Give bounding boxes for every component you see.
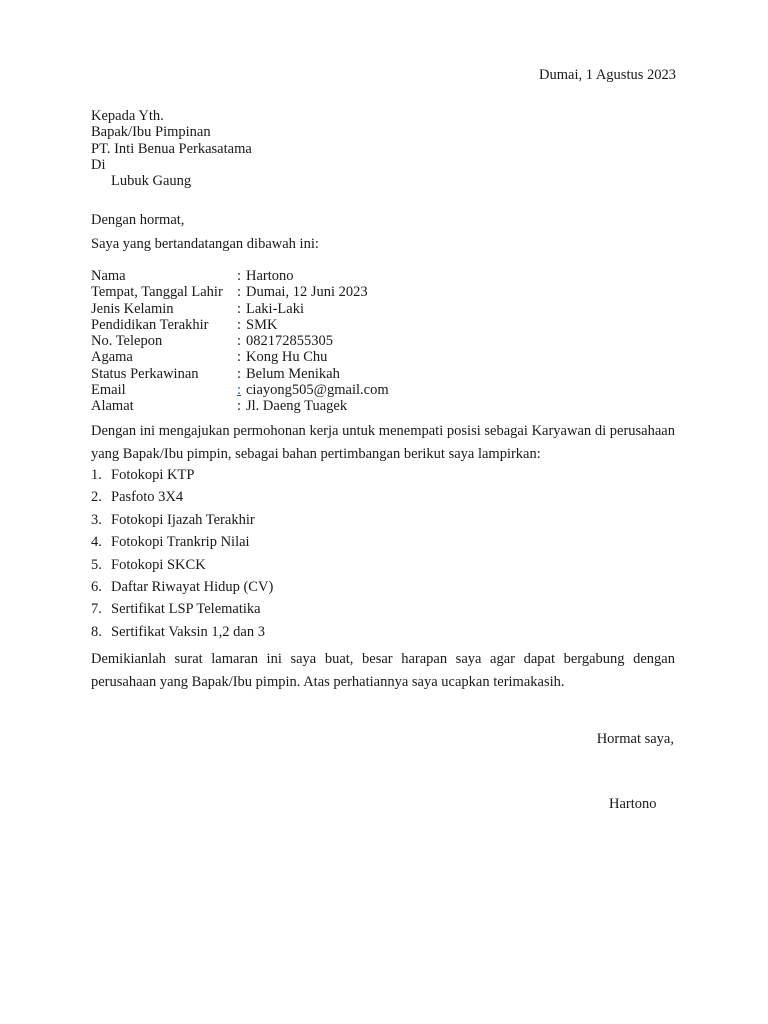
recipient-line: Bapak/Ibu Pimpinan xyxy=(91,124,211,141)
field-separator: : xyxy=(237,284,242,301)
field-religion xyxy=(91,349,389,365)
field-label: No. Telepon xyxy=(91,333,163,350)
list-number: 3. xyxy=(91,511,102,528)
list-item xyxy=(91,621,273,643)
field-name xyxy=(91,268,389,284)
greeting: Dengan hormat, xyxy=(91,212,185,228)
field-value: Kong Hu Chu xyxy=(246,349,328,366)
field-value: Jl. Daeng Tuagek xyxy=(246,398,348,415)
recipient-company: PT. Inti Benua Perkasatama xyxy=(91,140,252,157)
list-item xyxy=(91,576,273,598)
list-text: Daftar Riwayat Hidup (CV) xyxy=(111,578,274,595)
list-text: Fotokopi Trankrip Nilai xyxy=(111,534,250,551)
attachment-list xyxy=(91,464,273,643)
list-number: 8. xyxy=(91,623,102,640)
list-number: 7. xyxy=(91,601,102,618)
field-label: Pendidikan Terakhir xyxy=(91,316,209,333)
field-marital-status xyxy=(91,366,389,382)
signer-name: Hartono xyxy=(609,796,657,812)
list-text: Fotokopi SKCK xyxy=(111,556,206,573)
field-birth xyxy=(91,284,389,300)
field-label: Status Perkawinan xyxy=(91,365,199,382)
list-text: Fotokopi KTP xyxy=(111,467,195,483)
list-item xyxy=(91,598,273,620)
field-value: Belum Menikah xyxy=(246,365,340,382)
field-separator-link[interactable]: : xyxy=(237,382,242,399)
field-value: SMK xyxy=(246,316,278,333)
field-separator: : xyxy=(237,268,242,284)
list-text: Sertifikat LSP Telematika xyxy=(111,601,261,618)
list-text: Pasfoto 3X4 xyxy=(111,489,184,506)
intro-line: Saya yang bertandatangan dibawah ini: xyxy=(91,236,319,252)
list-item xyxy=(91,531,273,553)
field-phone xyxy=(91,333,389,349)
field-value: Hartono xyxy=(246,268,294,284)
application-paragraph: Dengan ini mengajukan permohonan kerja untuk menempati posisi sebagai Karyawan di perusahaan yang Bapak/Ibu pimpin, sebagai bahan pertimbangan berikut saya lampirkan: xyxy=(91,423,675,462)
field-label: Jenis Kelamin xyxy=(91,300,174,317)
field-label: Alamat xyxy=(91,398,134,415)
list-item xyxy=(91,509,273,531)
list-number: 4. xyxy=(91,534,102,551)
field-address xyxy=(91,398,389,414)
field-separator: : xyxy=(237,398,242,415)
field-email xyxy=(91,382,389,398)
field-label: Agama xyxy=(91,349,133,366)
closing-paragraph: Demikianlah surat lamaran ini saya buat, besar harapan saya agar dapat bergabung dengan perusahaan yang Bapak/Ibu pimpin. Atas perhatiannya saya ucapkan terimakasih. xyxy=(91,651,675,690)
field-separator: : xyxy=(237,300,242,317)
field-value: ciayong505@gmail.com xyxy=(246,382,389,399)
applicant-details xyxy=(91,268,389,415)
field-separator: : xyxy=(237,333,242,350)
field-value: Laki-Laki xyxy=(246,300,304,317)
list-number: 5. xyxy=(91,556,102,573)
list-number: 2. xyxy=(91,489,102,506)
field-label: Email xyxy=(91,382,126,399)
field-label: Tempat, Tanggal Lahir xyxy=(91,284,223,301)
list-text: Fotokopi Ijazah Terakhir xyxy=(111,511,255,528)
list-number: 1. xyxy=(91,467,102,483)
recipient-line: Kepada Yth. xyxy=(91,108,164,124)
letter-date: Dumai, 1 Agustus 2023 xyxy=(539,67,676,83)
field-separator: : xyxy=(237,365,242,382)
field-gender xyxy=(91,301,389,317)
recipient-line: Di xyxy=(91,156,106,173)
list-item xyxy=(91,554,273,576)
recipient-location: Lubuk Gaung xyxy=(111,173,192,190)
list-item xyxy=(91,464,273,486)
list-item xyxy=(91,486,273,508)
field-education xyxy=(91,317,389,333)
field-separator: : xyxy=(237,316,242,333)
field-value: 082172855305 xyxy=(246,333,333,350)
closing-salutation: Hormat saya, xyxy=(596,731,674,747)
recipient-address xyxy=(91,108,252,189)
list-text: Sertifikat Vaksin 1,2 dan 3 xyxy=(111,623,265,640)
field-label: Nama xyxy=(91,268,126,284)
field-separator: : xyxy=(237,349,242,366)
field-value: Dumai, 12 Juni 2023 xyxy=(246,284,368,301)
list-number: 6. xyxy=(91,578,102,595)
